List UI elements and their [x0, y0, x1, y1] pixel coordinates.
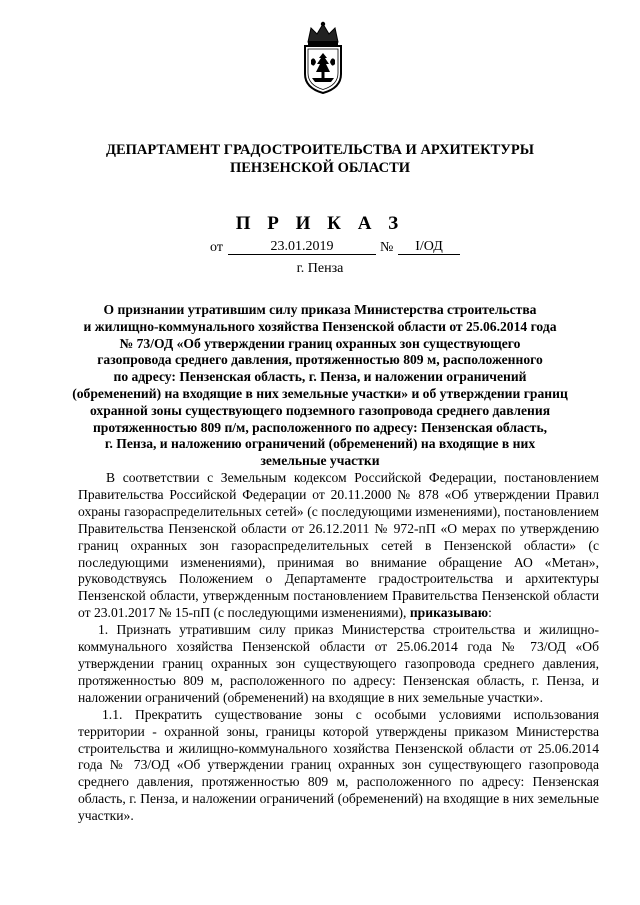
- title-line: по адресу: Пензенская область, г. Пенза, и наложении ограничений: [113, 369, 527, 385]
- title-line: О признании утратившим силу приказа Министерства строительства: [103, 302, 537, 317]
- title-line: охранной зоны существующего подземного газопровода среднего давления: [89, 402, 551, 418]
- decree-colon: :: [488, 605, 492, 621]
- department-name-line1: ДЕПАРТАМЕНТ ГРАДОСТРОИТЕЛЬСТВА И АРХИТЕКТУРЫ: [105, 142, 535, 158]
- title-line: № 73/ОД «Об утверждении границ охранных зон существующего: [119, 335, 521, 351]
- penza-oblast-coat-of-arms-icon: [296, 20, 350, 96]
- item-1-paragraph: 1. Признать утратившим силу приказ Министерства строительства и жилищно-коммунального хозяйства Пензенской области от 25.06.2014 года № 73/ОД «Об утверждении границ охранных зон существующего газопровода среднего давления, протяженностью 809 м, расположенного по адресу: Пензенская область, г. Пенза, и наложении ограничений (обременений) на входящие в них земельные участки».: [78, 622, 599, 705]
- preamble-paragraph: [78, 470, 599, 622]
- number-field: I/ОД: [398, 236, 460, 255]
- order-body: [78, 470, 599, 825]
- title-line: (обременений) на входящие в них земельные участки» и об утверждении границ: [72, 385, 568, 401]
- decree-word: приказываю: [409, 605, 489, 621]
- preamble-text: В соответствии с Земельным кодексом Российской Федерации, постановлением Правительства Российской Федерации от 20.11.2000 № 878 «Об утверждении Правил охраны газораспределительных сетей» (с последующими изменениями), постановлением Правительства Пензенской области от 26.12.2011 № 972-пП «О мерах по утверждению границ охранных зон газораспределительных сетей в Пензенской области» (с последующими изменениями), принимая во внимание обращение АО «Метан», руководствуясь Положением о Департаменте градостроительства и архитектуры Пензенской области, утвержденным постановлением Правительства Пензенской области от 23.01.2017 № 15-пП (с последующими изменениями),: [78, 470, 599, 621]
- title-line: газопровода среднего давления, протяженностью 809 м, расположенного: [97, 352, 543, 368]
- date-label: от: [210, 240, 223, 255]
- number-label: №: [380, 240, 394, 255]
- title-line: г. Пенза, и наложению ограничений (обременений) на входящие в них: [104, 436, 536, 452]
- item-1-1-paragraph: 1.1. Прекратить существование зоны с особыми условиями использования территории - охранной зоны, границы которой утверждены приказом Министерства строительства и жилищно-коммунального хозяйства Пензенской области от 25.06.2014 года № 73/ОД «Об утверждении границ охранных зон существующего газопровода среднего давления, протяженностью 809 м, расположенного по адресу: Пензенская область, г. Пенза, и наложении ограничений (обременений) на входящие в них земельные участки».: [78, 706, 599, 824]
- date-field: 23.01.2019: [228, 236, 376, 255]
- title-line: земельные участки: [260, 453, 380, 469]
- order-date-number-row: [0, 236, 640, 262]
- title-line: и жилищно-коммунального хозяйства Пензенской области от 25.06.2014 года: [83, 318, 557, 334]
- city-name: г. Пенза: [296, 261, 344, 276]
- order-heading: П Р И К А З: [235, 213, 405, 234]
- order-title: [20, 302, 620, 470]
- title-line: протяженностью 809 п/м, расположенного по адресу: Пензенская область,: [92, 419, 548, 435]
- department-name-line2: ПЕНЗЕНСКОЙ ОБЛАСТИ: [229, 160, 411, 176]
